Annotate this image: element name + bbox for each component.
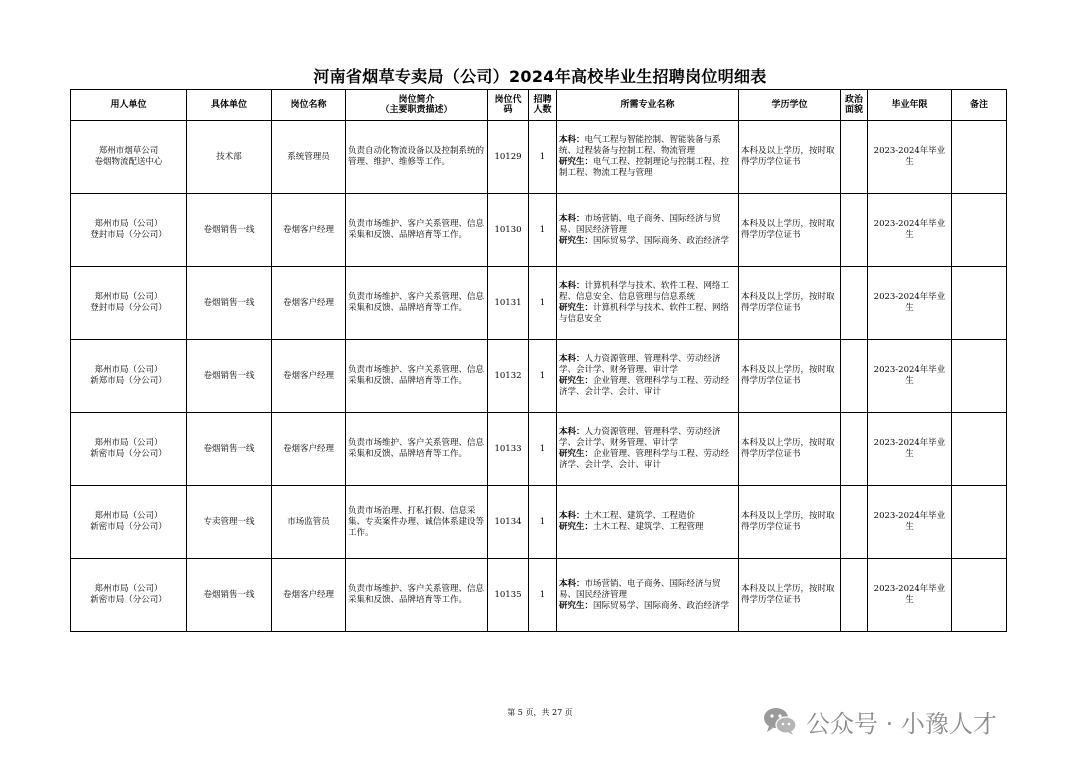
major-undergrad-label: 本科： (559, 578, 585, 589)
column-header (71, 90, 187, 121)
employer-line: 新密市局（分公司） (90, 595, 167, 605)
major-grad-label: 研究生： (559, 235, 594, 246)
unit-cell: 卷烟销售一线 (187, 194, 272, 267)
degree-cell: 本科及以上学历，按时取得学历学位证书 (739, 340, 841, 413)
column-header-line1: 学历学位 (771, 100, 808, 110)
major-undergrad-text: 人力资源管理、管理科学、劳动经济学、会计学、财务管理、审计学 (559, 427, 721, 448)
degree-cell: 本科及以上学历，按时取得学历学位证书 (739, 267, 841, 340)
major-undergrad-text: 计算机科学与技术、软件工程、网络工程、信息安全、信息管理与信息系统 (559, 281, 730, 302)
degree-cell: 本科及以上学历，按时取得学历学位证书 (739, 413, 841, 486)
count-cell: 1 (529, 121, 557, 194)
column-header-line1: 具体单位 (210, 100, 247, 110)
unit-cell: 卷烟销售一线 (187, 559, 272, 632)
remark-cell (952, 413, 1007, 486)
major-undergrad-text: 市场营销、电子商务、国际经济与贸易、国民经济管理 (559, 578, 721, 600)
column-header (346, 90, 488, 121)
column-header-line1: 用人单位 (110, 100, 147, 110)
major-grad-label: 研究生： (559, 522, 594, 532)
majors-cell (557, 340, 739, 413)
column-header-line1: 招聘 (533, 95, 552, 105)
political-cell (841, 194, 868, 267)
political-cell (841, 267, 868, 340)
table-header-row (71, 90, 1007, 121)
grad-years-cell: 2023-2024年毕业生 (868, 267, 952, 340)
major-undergrad-text: 土木工程、建筑学、工程造价 (584, 511, 696, 521)
employer-line: 郑州市烟草公司 (98, 146, 159, 156)
major-grad-label: 研究生： (559, 376, 594, 386)
column-header (952, 90, 1007, 121)
position-cell: 卷烟客户经理 (272, 340, 346, 413)
description-cell: 负责市场维护、客户关系管理、信息采集和反馈、品牌培育等工作。 (346, 559, 488, 632)
table-row (71, 559, 1007, 632)
table-row (71, 194, 1007, 267)
major-grad-text: 企业管理、管理科学与工程、劳动经济学、会计学、会计、审计 (559, 449, 730, 470)
wechat-icon (762, 706, 798, 736)
majors-cell (557, 559, 739, 632)
employer-cell (71, 559, 187, 632)
unit-cell: 卷烟销售一线 (187, 340, 272, 413)
employer-line: 卷烟物流配送中心 (94, 157, 163, 167)
major-undergrad (559, 214, 736, 236)
major-grad-label: 研究生： (559, 449, 594, 459)
column-header (272, 90, 346, 121)
employer-line: 郑州市局（公司） (94, 438, 163, 448)
employer-line: 登封市局（分公司） (90, 303, 167, 313)
majors-cell (557, 194, 739, 267)
majors-cell (557, 267, 739, 340)
column-header-line1: 政治 (844, 95, 863, 105)
column-header-line1: 备注 (969, 100, 988, 110)
column-header-line1: 毕业年限 (891, 100, 928, 110)
major-undergrad-label: 本科： (559, 213, 585, 224)
major-undergrad (559, 579, 736, 601)
majors-cell (557, 413, 739, 486)
count-cell: 1 (529, 267, 557, 340)
major-undergrad (559, 281, 736, 303)
remark-cell (952, 194, 1007, 267)
watermark (762, 701, 997, 741)
code-cell: 10135 (488, 559, 529, 632)
major-grad (559, 303, 736, 325)
position-cell: 卷烟客户经理 (272, 194, 346, 267)
degree-cell: 本科及以上学历，按时取得学历学位证书 (739, 121, 841, 194)
unit-cell: 卷烟销售一线 (187, 413, 272, 486)
remark-cell (952, 559, 1007, 632)
code-cell: 10131 (488, 267, 529, 340)
major-undergrad-label: 本科： (559, 354, 585, 364)
table-row (71, 121, 1007, 194)
major-grad-label: 研究生： (559, 600, 594, 611)
grad-years-cell: 2023-2024年毕业生 (868, 121, 952, 194)
major-undergrad (559, 135, 736, 157)
major-grad-text: 国际贸易学、国际商务、政治经济学 (593, 235, 730, 246)
position-cell: 市场监管员 (272, 486, 346, 559)
majors-cell (557, 486, 739, 559)
major-grad-text: 计算机科学与技术、软件工程、网络与信息安全 (559, 303, 730, 324)
code-cell: 10132 (488, 340, 529, 413)
page-title: 河南省烟草专卖局（公司）2024年高校毕业生招聘岗位明细表 (313, 67, 767, 86)
political-cell (841, 486, 868, 559)
employer-line: 郑州市局（公司） (94, 584, 163, 594)
column-header (739, 90, 841, 121)
employer-line: 新郑市局（分公司） (90, 376, 167, 386)
watermark-text: 公众号 · 小豫人才 (806, 709, 997, 738)
degree-cell: 本科及以上学历，按时取得学历学位证书 (739, 194, 841, 267)
political-cell (841, 121, 868, 194)
code-cell: 10130 (488, 194, 529, 267)
code-cell: 10134 (488, 486, 529, 559)
major-grad (559, 522, 736, 533)
grad-years-cell: 2023-2024年毕业生 (868, 340, 952, 413)
political-cell (841, 559, 868, 632)
majors-cell (557, 121, 739, 194)
major-grad-text: 土木工程、建筑学、工程管理 (593, 522, 704, 532)
employer-line: 郑州市局（公司） (94, 219, 163, 229)
major-grad-text: 国际贸易学、国际商务、政治经济学 (593, 600, 730, 611)
employer-cell (71, 486, 187, 559)
major-grad-text: 企业管理、管理科学与工程、劳动经济学、会计学、会计、审计 (559, 376, 730, 397)
major-undergrad-label: 本科： (559, 511, 585, 521)
table-row (71, 267, 1007, 340)
column-header (187, 90, 272, 121)
column-header-line2: （主要职责描述） (380, 105, 453, 115)
unit-cell: 专卖管理一线 (187, 486, 272, 559)
column-header (557, 90, 739, 121)
employer-line: 登封市局（分公司） (90, 230, 167, 240)
employer-line: 郑州市局（公司） (94, 292, 163, 302)
table-row (71, 340, 1007, 413)
column-header-line2: 面貌 (844, 105, 863, 115)
grad-years-cell: 2023-2024年毕业生 (868, 486, 952, 559)
degree-cell: 本科及以上学历，按时取得学历学位证书 (739, 486, 841, 559)
description-cell: 负责市场维护、客户关系管理、信息采集和反馈、品牌培育等工作。 (346, 340, 488, 413)
major-grad (559, 601, 736, 612)
major-grad (559, 449, 736, 471)
position-cell: 卷烟客户经理 (272, 267, 346, 340)
major-grad (559, 236, 736, 247)
count-cell: 1 (529, 486, 557, 559)
employer-line: 新密市局（分公司） (90, 449, 167, 459)
column-header-line2: 人数 (533, 105, 552, 115)
major-grad-label: 研究生： (559, 303, 594, 313)
column-header-line1: 所需专业名称 (620, 100, 675, 110)
code-cell: 10129 (488, 121, 529, 194)
description-cell: 负责自动化物流设备以及控制系统的管理、维护、维修等工作。 (346, 121, 488, 194)
count-cell: 1 (529, 413, 557, 486)
table-row (71, 413, 1007, 486)
remark-cell (952, 267, 1007, 340)
column-header-line1: 岗位名称 (290, 100, 327, 110)
column-header (529, 90, 557, 121)
column-header (868, 90, 952, 121)
major-undergrad (559, 427, 736, 449)
employer-cell (71, 194, 187, 267)
degree-cell: 本科及以上学历，按时取得学历学位证书 (739, 559, 841, 632)
count-cell: 1 (529, 194, 557, 267)
grad-years-cell: 2023-2024年毕业生 (868, 559, 952, 632)
table-row (71, 486, 1007, 559)
position-cell: 卷烟客户经理 (272, 559, 346, 632)
code-cell: 10133 (488, 413, 529, 486)
remark-cell (952, 340, 1007, 413)
employer-line: 新密市局（分公司） (90, 522, 167, 532)
column-header-line1: 岗位简介 (398, 95, 435, 105)
grad-years-cell: 2023-2024年毕业生 (868, 194, 952, 267)
major-undergrad-label: 本科： (559, 281, 585, 291)
employer-cell (71, 340, 187, 413)
page-number: 第 5 页，共 27 页 (507, 708, 573, 717)
column-header (841, 90, 868, 121)
table-body (71, 121, 1007, 632)
unit-cell: 卷烟销售一线 (187, 267, 272, 340)
employer-line: 郑州市局（公司） (94, 511, 163, 521)
position-cell: 系统管理员 (272, 121, 346, 194)
employer-cell (71, 121, 187, 194)
description-cell: 负责市场维护、客户关系管理、信息采集和反馈、品牌培育等工作。 (346, 413, 488, 486)
employer-line: 郑州市局（公司） (94, 365, 163, 375)
major-grad (559, 376, 736, 398)
major-undergrad-label: 本科： (559, 427, 585, 437)
major-undergrad-text: 人力资源管理、管理科学、劳动经济学、会计学、财务管理、审计学 (559, 354, 721, 375)
employer-cell (71, 413, 187, 486)
column-header-line2: 码 (503, 105, 513, 115)
major-grad (559, 157, 736, 179)
grad-years-cell: 2023-2024年毕业生 (868, 413, 952, 486)
major-grad-label: 研究生： (559, 157, 594, 167)
major-undergrad-text: 电气工程与智能控制、智能装备与系统、过程装备与控制工程、物流管理 (559, 135, 721, 156)
remark-cell (952, 121, 1007, 194)
count-cell: 1 (529, 559, 557, 632)
description-cell: 负责市场治理、打私打假、信息采集、专卖案件办理、诚信体系建设等工作。 (346, 486, 488, 559)
position-cell: 卷烟客户经理 (272, 413, 346, 486)
political-cell (841, 413, 868, 486)
major-undergrad-text: 市场营销、电子商务、国际经济与贸易、国民经济管理 (559, 213, 721, 235)
major-undergrad-label: 本科： (559, 135, 585, 145)
major-undergrad (559, 511, 736, 522)
count-cell: 1 (529, 340, 557, 413)
employer-cell (71, 267, 187, 340)
column-header-line1: 岗位代 (494, 95, 522, 105)
column-header (488, 90, 529, 121)
major-grad-text: 电气工程、控制理论与控制工程、控制工程、物流工程与管理 (559, 157, 730, 178)
description-cell: 负责市场维护、客户关系管理、信息采集和反馈、品牌培育等工作。 (346, 194, 488, 267)
major-undergrad (559, 354, 736, 376)
description-cell: 负责市场维护、客户关系管理、信息采集和反馈、品牌培育等工作。 (346, 267, 488, 340)
political-cell (841, 340, 868, 413)
remark-cell (952, 486, 1007, 559)
unit-cell: 技术部 (187, 121, 272, 194)
positions-table (70, 89, 1007, 632)
